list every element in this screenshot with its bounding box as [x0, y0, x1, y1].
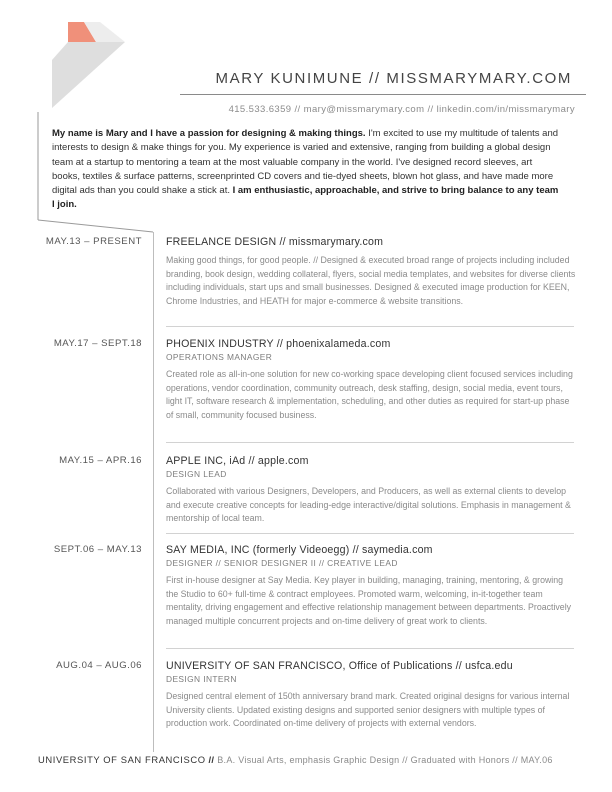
- job-description: Created role as all-in-one solution for new co-working space developing client focused services including operations, vendor coordination, community outreach, desk staffing, design, social media, event tours, light IT, software research & implementation, scheduling, and other duties as required for start-up phase of small, community focused business.: [166, 369, 573, 421]
- timeline-line: [153, 232, 154, 752]
- frame-line-bottom: [38, 220, 153, 232]
- job-title: UNIVERSITY OF SAN FRANCISCO, Office of Publications // usfca.edu: [166, 660, 513, 672]
- job-date: MAY.17 – SEPT.18: [53, 338, 142, 349]
- contact-line[interactable]: 415.533.6359 // mary@missmarymary.com // linkedin.com/in/missmarymary: [228, 104, 575, 115]
- job-description: First in-house designer at Say Media. Key player in building, managing, training, mentoring, & growing the Studio to 60+ full-time & contract employees. Promoted warm, welcoming, in-it-together team mentality, driving engagement and effective relationship management between departments. Proactively managed multiple concurrent projects and on-time delivery of great work to clients.: [166, 575, 572, 627]
- job-description: Designed central element of 150th anniversary brand mark. Created original designs for various internal University clients. Updated existing designs and supported senior designers with multiple types of production work. Coordinated on-time delivery of projects with external vendors.: [166, 691, 570, 729]
- intro-body: I'm excited to use my multitude of talents and interests to design & make things for you. My experience is varied and extensive, ranging from building a global design team at a startup to mentoring a team at the most valuable company in the world. I've designed record sleeves, art books, textiles & surface patterns, screenprinted CD covers and tie-dyed sheets, blown hot glass, and have made more digital ads than you could shake a stick at.: [52, 128, 559, 197]
- education-line: [38, 754, 553, 765]
- intro-paragraph: [52, 127, 562, 213]
- job-divider: [166, 533, 574, 534]
- header-rule: [180, 94, 586, 95]
- education-school: UNIVERSITY OF SAN FRANCISCO: [38, 754, 206, 765]
- job-date: MAY.13 – PRESENT: [45, 236, 142, 247]
- education-details: B.A. Visual Arts, emphasis Graphic Design // Graduated with Honors // MAY.06: [217, 755, 553, 765]
- job-divider: [166, 442, 574, 443]
- name-header: MARY KUNIMUNE // MISSMARYMARY.COM: [215, 70, 572, 87]
- education-separator: //: [208, 754, 215, 765]
- job-role: DESIGN INTERN: [166, 674, 237, 684]
- job-description: Making good things, for good people. // Designed & executed broad range of projects including included branding, book design, wedding collateral, flyers, social media templates, and websites for diverse clients including individuals, start ups and small businesses. Designed & executed image production for KEEN, Chrome Industries, and HEATH for major e-commerce & website transitions.: [166, 255, 576, 307]
- job-role: OPERATIONS MANAGER: [166, 352, 273, 362]
- job-role: DESIGN LEAD: [166, 469, 227, 479]
- intro-bold-end: I am enthusiastic, approachable, and strive to bring balance to any team I join.: [52, 185, 559, 211]
- job-date: AUG.04 – AUG.06: [56, 660, 142, 671]
- job-title: APPLE INC, iAd // apple.com: [166, 455, 309, 467]
- job-role: DESIGNER // SENIOR DESIGNER II // CREATIVE LEAD: [166, 558, 398, 568]
- job-title: SAY MEDIA, INC (formerly Videoegg) // saymedia.com: [166, 544, 433, 556]
- job-divider: [166, 648, 574, 649]
- job-divider: [166, 326, 574, 327]
- job-date: MAY.15 – APR.16: [59, 455, 142, 466]
- ribbon-band: [52, 42, 125, 108]
- job-date: SEPT.06 – MAY.13: [53, 544, 142, 555]
- job-title: FREELANCE DESIGN // missmarymary.com: [166, 236, 384, 248]
- job-description: Collaborated with various Designers, Developers, and Producers, as well as external clients to develop and execute creative concepts for leading-edge interactive/digital solutions. Emphasis in management & mentorship of local team.: [166, 486, 571, 524]
- intro-bold-start: My name is Mary and I have a passion for designing & making things.: [52, 128, 366, 139]
- job-title: PHOENIX INDUSTRY // phoenixalameda.com: [166, 338, 391, 350]
